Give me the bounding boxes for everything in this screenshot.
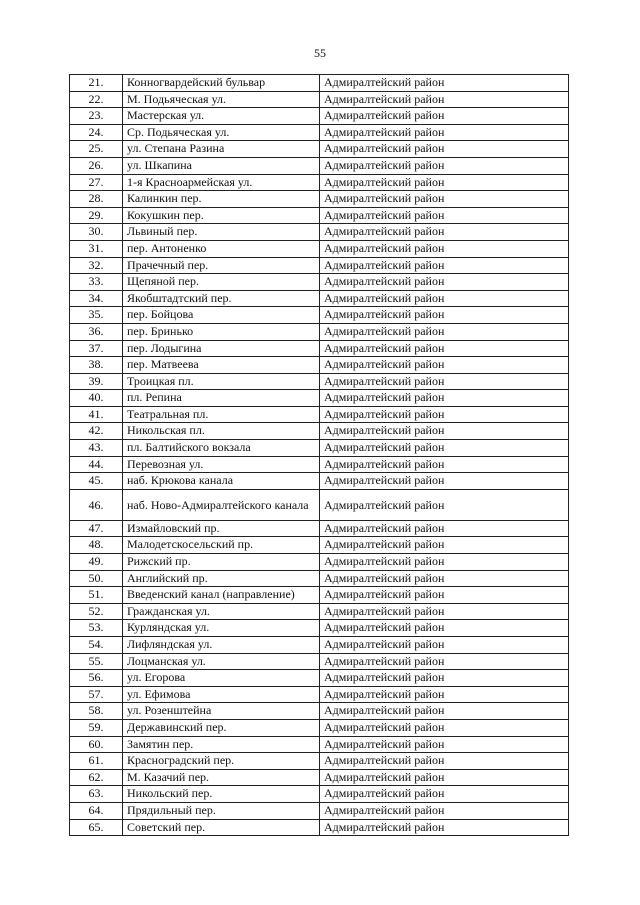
row-number: 45. xyxy=(70,473,123,490)
district-name: Адмиралтейский район xyxy=(320,108,569,125)
district-name: Адмиралтейский район xyxy=(320,653,569,670)
district-name: Адмиралтейский район xyxy=(320,141,569,158)
table-row xyxy=(70,473,569,490)
table-row xyxy=(70,819,569,836)
district-name: Адмиралтейский район xyxy=(320,670,569,687)
row-number: 29. xyxy=(70,207,123,224)
street-name: ул. Степана Разина xyxy=(123,141,320,158)
street-name: Кокушкин пер. xyxy=(123,207,320,224)
row-number: 47. xyxy=(70,520,123,537)
district-name: Адмиралтейский район xyxy=(320,440,569,457)
district-name: Адмиралтейский район xyxy=(320,124,569,141)
street-name: Малодетскосельский пр. xyxy=(123,537,320,554)
street-name: Лифляндская ул. xyxy=(123,637,320,654)
district-name: Адмиралтейский район xyxy=(320,390,569,407)
street-name: Никольская пл. xyxy=(123,423,320,440)
table-row xyxy=(70,686,569,703)
row-number: 52. xyxy=(70,603,123,620)
district-name: Адмиралтейский район xyxy=(320,75,569,92)
street-name: Якобштадтский пер. xyxy=(123,290,320,307)
table-row xyxy=(70,786,569,803)
table-row xyxy=(70,373,569,390)
street-name: Ср. Подьяческая ул. xyxy=(123,124,320,141)
row-number: 37. xyxy=(70,340,123,357)
row-number: 42. xyxy=(70,423,123,440)
district-name: Адмиралтейский район xyxy=(320,191,569,208)
row-number: 55. xyxy=(70,653,123,670)
district-name: Адмиралтейский район xyxy=(320,587,569,604)
row-number: 26. xyxy=(70,157,123,174)
street-name: Конногвардейский бульвар xyxy=(123,75,320,92)
street-name: Введенский канал (направление) xyxy=(123,587,320,604)
table-row xyxy=(70,520,569,537)
street-name: Гражданская ул. xyxy=(123,603,320,620)
row-number: 61. xyxy=(70,753,123,770)
district-name: Адмиралтейский район xyxy=(320,786,569,803)
street-name: Красноградский пер. xyxy=(123,753,320,770)
district-name: Адмиралтейский район xyxy=(320,423,569,440)
table-row xyxy=(70,570,569,587)
street-name: Измайловский пр. xyxy=(123,520,320,537)
district-name: Адмиралтейский район xyxy=(320,703,569,720)
table-row xyxy=(70,274,569,291)
street-name: ул. Ефимова xyxy=(123,686,320,703)
table-row xyxy=(70,207,569,224)
table-row xyxy=(70,440,569,457)
district-name: Адмиралтейский район xyxy=(320,357,569,374)
district-name: Адмиралтейский район xyxy=(320,570,569,587)
district-name: Адмиралтейский район xyxy=(320,520,569,537)
street-name: Замятин пер. xyxy=(123,736,320,753)
row-number: 28. xyxy=(70,191,123,208)
street-name: ул. Егорова xyxy=(123,670,320,687)
row-number: 44. xyxy=(70,456,123,473)
row-number: 39. xyxy=(70,373,123,390)
street-name: Перевозная ул. xyxy=(123,456,320,473)
table-row xyxy=(70,637,569,654)
district-name: Адмиралтейский район xyxy=(320,274,569,291)
street-name: 1-я Красноармейская ул. xyxy=(123,174,320,191)
table-row xyxy=(70,719,569,736)
table-row xyxy=(70,91,569,108)
row-number: 53. xyxy=(70,620,123,637)
row-number: 62. xyxy=(70,769,123,786)
row-number: 56. xyxy=(70,670,123,687)
street-name: М. Казачий пер. xyxy=(123,769,320,786)
street-name: пер. Матвеева xyxy=(123,357,320,374)
district-name: Адмиралтейский район xyxy=(320,456,569,473)
street-name: Никольский пер. xyxy=(123,786,320,803)
district-name: Адмиралтейский район xyxy=(320,323,569,340)
street-name: Львиный пер. xyxy=(123,224,320,241)
street-name: Прядильный пер. xyxy=(123,802,320,819)
street-name: пер. Антоненко xyxy=(123,240,320,257)
row-number: 50. xyxy=(70,570,123,587)
table-row xyxy=(70,703,569,720)
row-number: 34. xyxy=(70,290,123,307)
table-row xyxy=(70,108,569,125)
street-name: пер. Бринько xyxy=(123,323,320,340)
street-name: наб. Ново-Адмиралтейского канала xyxy=(123,489,320,520)
row-number: 48. xyxy=(70,537,123,554)
district-name: Адмиралтейский район xyxy=(320,537,569,554)
table-row xyxy=(70,340,569,357)
street-name: Державинский пер. xyxy=(123,719,320,736)
district-name: Адмиралтейский район xyxy=(320,340,569,357)
table-row xyxy=(70,323,569,340)
table-row xyxy=(70,670,569,687)
row-number: 31. xyxy=(70,240,123,257)
district-name: Адмиралтейский район xyxy=(320,769,569,786)
district-name: Адмиралтейский район xyxy=(320,157,569,174)
district-name: Адмиралтейский район xyxy=(320,719,569,736)
row-number: 32. xyxy=(70,257,123,274)
table-row xyxy=(70,736,569,753)
street-name: наб. Крюкова канала xyxy=(123,473,320,490)
table-row xyxy=(70,456,569,473)
row-number: 25. xyxy=(70,141,123,158)
table-row xyxy=(70,554,569,571)
row-number: 43. xyxy=(70,440,123,457)
table-row xyxy=(70,603,569,620)
street-name: Советский пер. xyxy=(123,819,320,836)
table-row xyxy=(70,174,569,191)
table-row xyxy=(70,537,569,554)
street-name: пер. Лодыгина xyxy=(123,340,320,357)
table-row xyxy=(70,587,569,604)
district-name: Адмиралтейский район xyxy=(320,637,569,654)
street-name: Щепяной пер. xyxy=(123,274,320,291)
table-row xyxy=(70,357,569,374)
street-name: пер. Бойцова xyxy=(123,307,320,324)
district-name: Адмиралтейский район xyxy=(320,406,569,423)
table-row xyxy=(70,802,569,819)
row-number: 46. xyxy=(70,489,123,520)
table-row xyxy=(70,423,569,440)
row-number: 30. xyxy=(70,224,123,241)
table-row xyxy=(70,191,569,208)
district-name: Адмиралтейский район xyxy=(320,736,569,753)
table-row xyxy=(70,753,569,770)
street-name: Английский пр. xyxy=(123,570,320,587)
street-name: Прачечный пер. xyxy=(123,257,320,274)
table-row xyxy=(70,406,569,423)
district-name: Адмиралтейский район xyxy=(320,257,569,274)
street-name: Мастерская ул. xyxy=(123,108,320,125)
row-number: 36. xyxy=(70,323,123,340)
row-number: 21. xyxy=(70,75,123,92)
district-name: Адмиралтейский район xyxy=(320,489,569,520)
row-number: 49. xyxy=(70,554,123,571)
row-number: 63. xyxy=(70,786,123,803)
row-number: 22. xyxy=(70,91,123,108)
table-row xyxy=(70,141,569,158)
district-name: Адмиралтейский район xyxy=(320,620,569,637)
row-number: 38. xyxy=(70,357,123,374)
table-row xyxy=(70,390,569,407)
table-row xyxy=(70,124,569,141)
table-row xyxy=(70,290,569,307)
row-number: 54. xyxy=(70,637,123,654)
street-district-table xyxy=(69,74,569,836)
table-row xyxy=(70,257,569,274)
street-name: Калинкин пер. xyxy=(123,191,320,208)
district-name: Адмиралтейский район xyxy=(320,753,569,770)
district-name: Адмиралтейский район xyxy=(320,240,569,257)
district-name: Адмиралтейский район xyxy=(320,802,569,819)
table-row xyxy=(70,489,569,520)
street-name: Троицкая пл. xyxy=(123,373,320,390)
table-row xyxy=(70,240,569,257)
table-body xyxy=(70,75,569,836)
table-row xyxy=(70,620,569,637)
street-name: ул. Розенштейна xyxy=(123,703,320,720)
street-name: Театральная пл. xyxy=(123,406,320,423)
district-name: Адмиралтейский район xyxy=(320,686,569,703)
page-number: 55 xyxy=(314,46,326,60)
row-number: 27. xyxy=(70,174,123,191)
district-name: Адмиралтейский район xyxy=(320,207,569,224)
table-row xyxy=(70,75,569,92)
table-row xyxy=(70,653,569,670)
street-name: Рижский пр. xyxy=(123,554,320,571)
district-name: Адмиралтейский район xyxy=(320,290,569,307)
row-number: 24. xyxy=(70,124,123,141)
district-name: Адмиралтейский район xyxy=(320,473,569,490)
district-name: Адмиралтейский район xyxy=(320,819,569,836)
row-number: 33. xyxy=(70,274,123,291)
row-number: 59. xyxy=(70,719,123,736)
table-row xyxy=(70,769,569,786)
district-name: Адмиралтейский район xyxy=(320,174,569,191)
row-number: 40. xyxy=(70,390,123,407)
street-name: Курляндская ул. xyxy=(123,620,320,637)
row-number: 23. xyxy=(70,108,123,125)
row-number: 64. xyxy=(70,802,123,819)
row-number: 60. xyxy=(70,736,123,753)
table-row xyxy=(70,157,569,174)
district-name: Адмиралтейский район xyxy=(320,603,569,620)
row-number: 57. xyxy=(70,686,123,703)
street-name: пл. Балтийского вокзала xyxy=(123,440,320,457)
district-name: Адмиралтейский район xyxy=(320,554,569,571)
row-number: 41. xyxy=(70,406,123,423)
district-name: Адмиралтейский район xyxy=(320,373,569,390)
table-row xyxy=(70,307,569,324)
table-row xyxy=(70,224,569,241)
street-name: пл. Репина xyxy=(123,390,320,407)
row-number: 35. xyxy=(70,307,123,324)
district-name: Адмиралтейский район xyxy=(320,91,569,108)
row-number: 65. xyxy=(70,819,123,836)
street-name: М. Подьяческая ул. xyxy=(123,91,320,108)
district-name: Адмиралтейский район xyxy=(320,307,569,324)
street-name: ул. Шкапина xyxy=(123,157,320,174)
district-name: Адмиралтейский район xyxy=(320,224,569,241)
row-number: 58. xyxy=(70,703,123,720)
street-name: Лоцманская ул. xyxy=(123,653,320,670)
row-number: 51. xyxy=(70,587,123,604)
